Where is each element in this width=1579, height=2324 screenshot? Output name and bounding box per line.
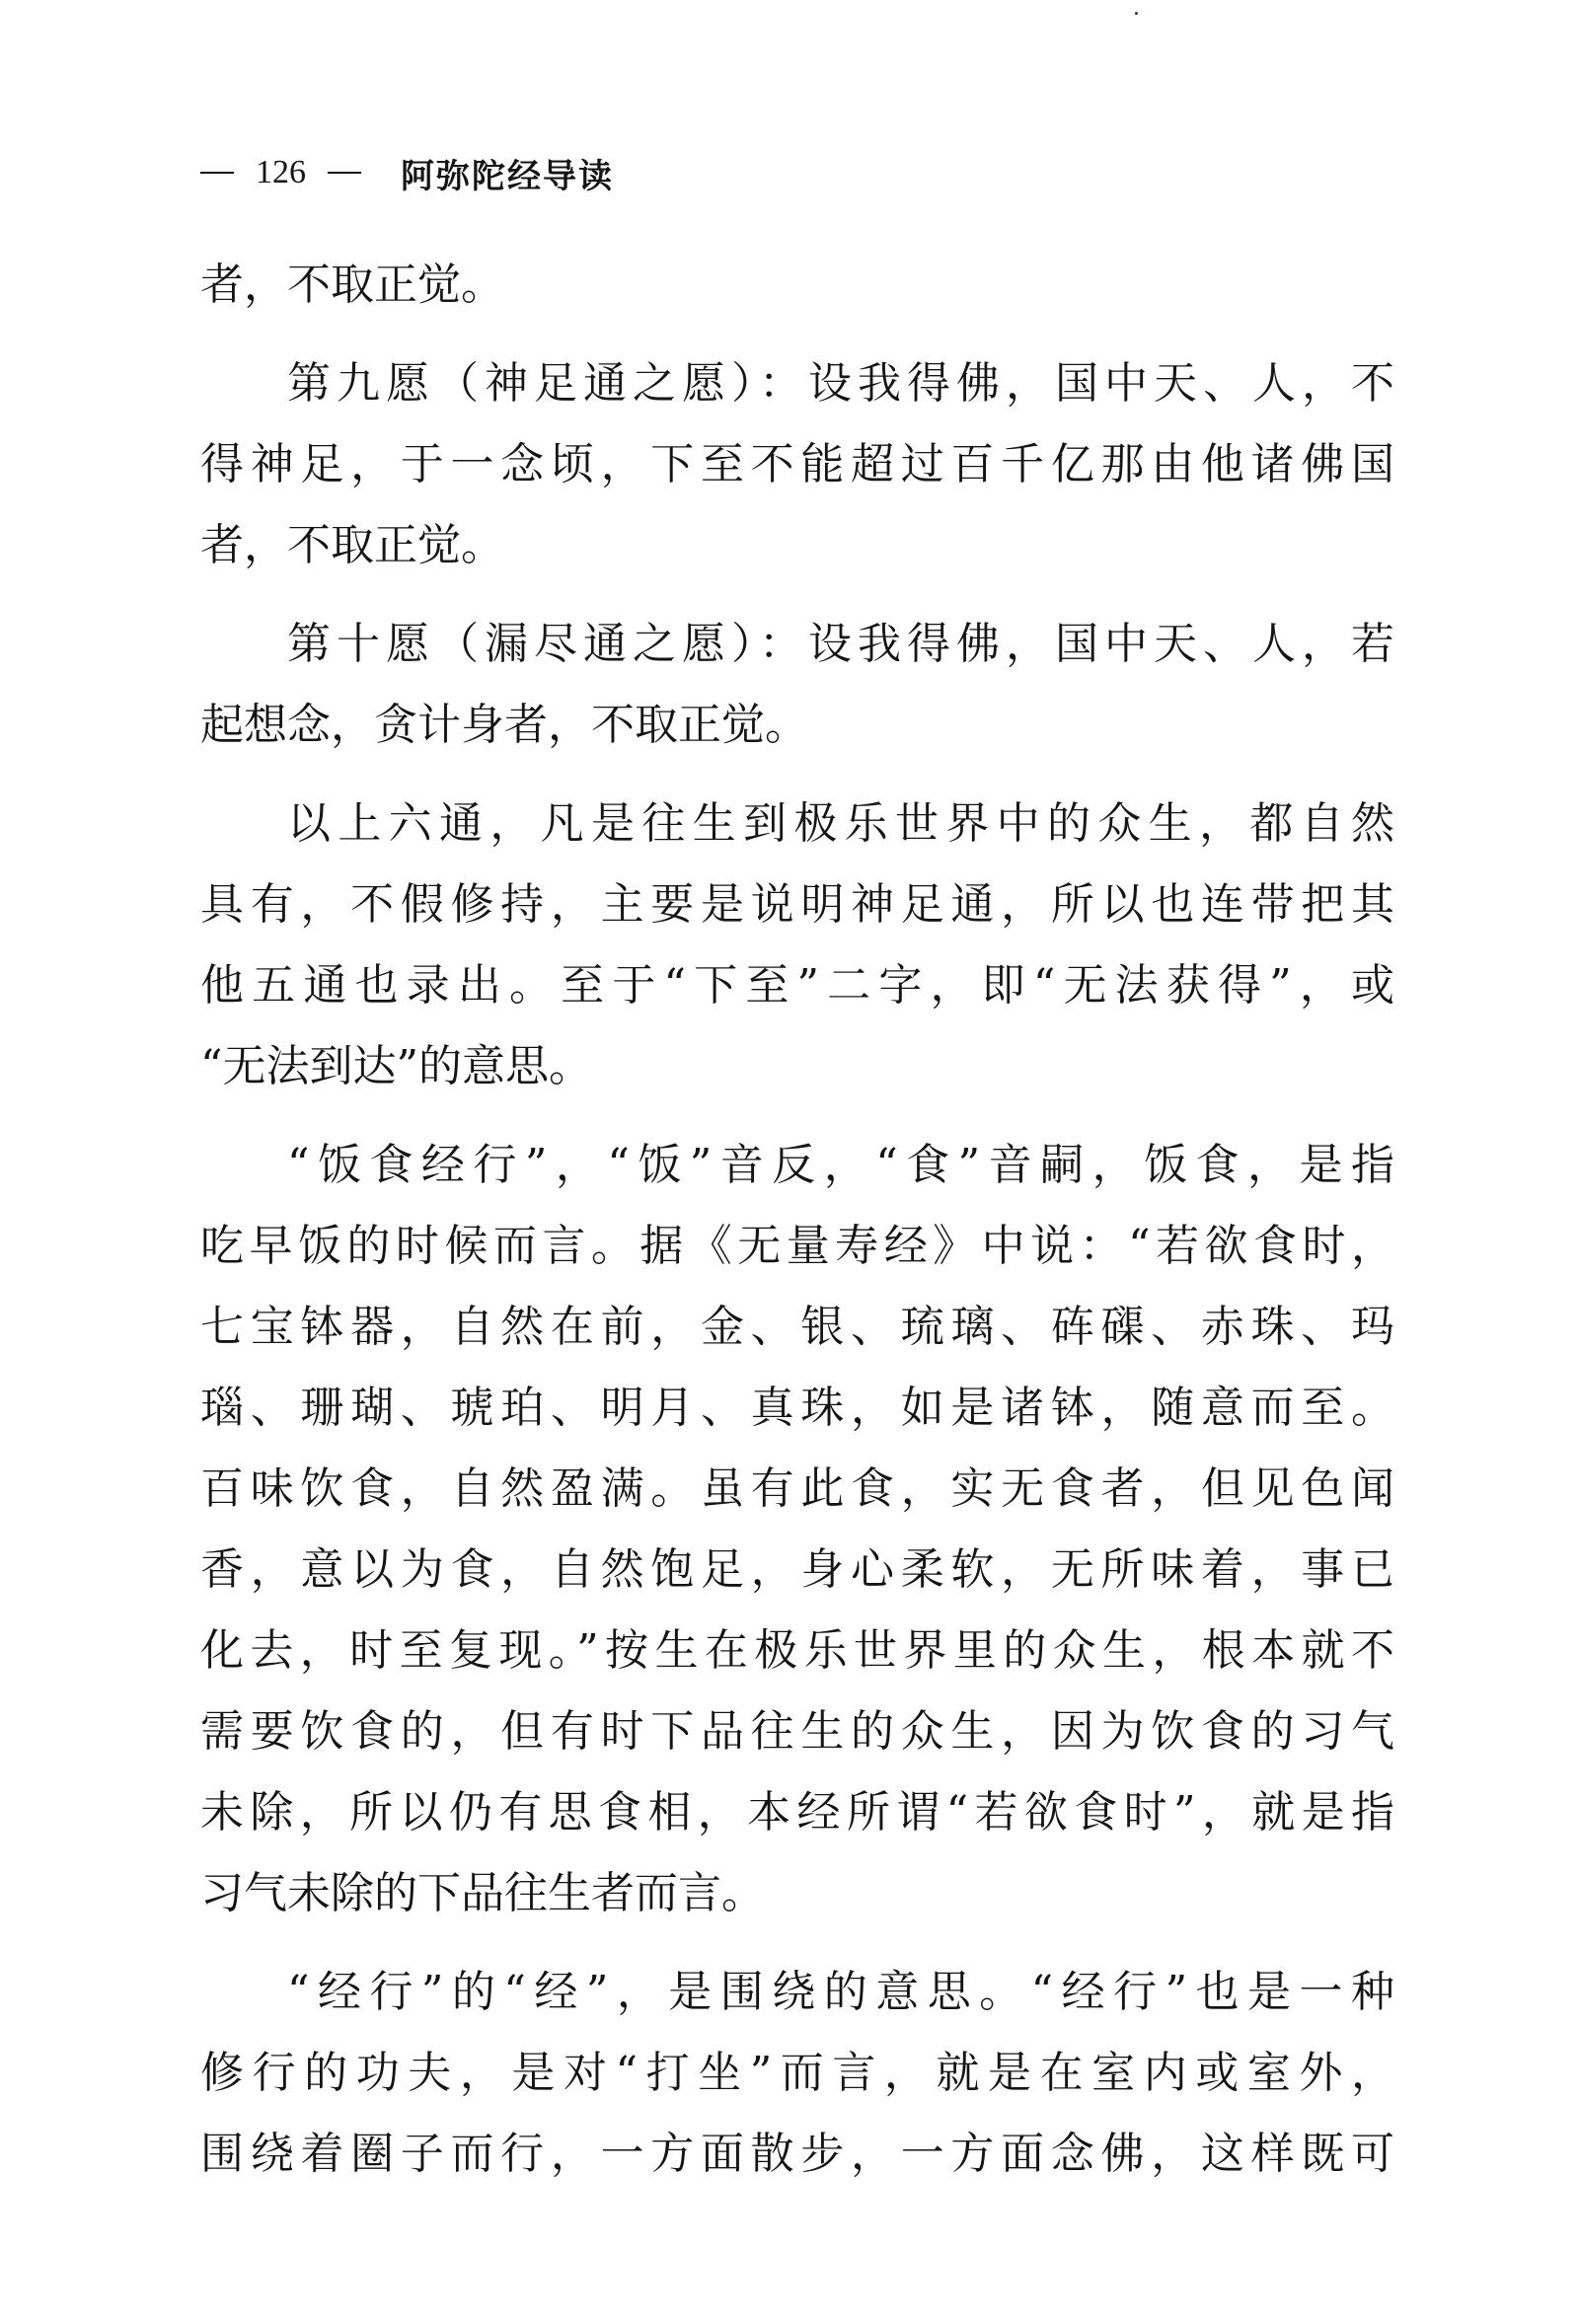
text-line: “饭食经行”，“饭”音反，“食”音嗣，饭食，是指 <box>287 1140 1394 1190</box>
text-line: 第九愿（神足通之愿）：设我得佛，国中天、人，不 <box>287 358 1394 409</box>
text-line: 者，不取正觉。 <box>200 260 504 310</box>
page-number: 126 <box>256 154 306 190</box>
header-dash-right <box>328 172 361 174</box>
text-line: 围绕着圈子而行，一方面散步，一方面念佛，这样既可 <box>200 2129 1394 2179</box>
book-title: 阿弥陀经导读 <box>401 156 614 196</box>
text-line: 习气未除的下品往生者而言。 <box>200 1868 765 1918</box>
text-line: 吃早饭的时候而言。据《无量寿经》中说：“若欲食时， <box>200 1221 1394 1271</box>
text-line: 瑙、珊瑚、琥珀、明月、真珠，如是诸钵，随意而至。 <box>200 1383 1394 1433</box>
text-line: 需要饮食的，但有时下品往生的众生，因为饮食的习气 <box>200 1706 1394 1757</box>
text-line: 者，不取正觉。 <box>200 520 504 570</box>
header-dash-left <box>200 172 234 174</box>
text-line: 以上六通，凡是往生到极乐世界中的众生，都自然 <box>287 798 1394 849</box>
scan-speck <box>1135 12 1138 15</box>
text-line: 未除，所以仍有思食相，本经所谓“若欲食时”，就是指 <box>200 1787 1394 1837</box>
text-line: 得神足，于一念顷，下至不能超过百千亿那由他诸佛国 <box>200 439 1394 489</box>
text-line: “经行”的“经”，是围绕的意思。“经行”也是一种 <box>287 1967 1394 2017</box>
text-line: 七宝钵器，自然在前，金、银、琉璃、砗磲、赤珠、玛 <box>200 1302 1394 1352</box>
text-line: 化去，时至复现。”按生在极乐世界里的众生，根本就不 <box>200 1625 1394 1676</box>
text-line: 百味饮食，自然盈满。虽有此食，实无食者，但见色闻 <box>200 1463 1394 1514</box>
text-line: 香，意以为食，自然饱足，身心柔软，无所味着，事已 <box>200 1544 1394 1595</box>
text-line: 修行的功夫，是对“打坐”而言，就是在室内或室外， <box>200 2048 1394 2098</box>
body-text <box>200 245 1394 2195</box>
text-line: 具有，不假修持，主要是说明神足通，所以也连带把其 <box>200 879 1394 930</box>
text-line: 起想念，贪计身者，不取正觉。 <box>200 700 808 750</box>
running-header <box>200 146 614 199</box>
text-line: “无法到达”的意思。 <box>200 1041 592 1091</box>
text-line: 第十愿（漏尽通之愿）：设我得佛，国中天、人，若 <box>287 619 1394 669</box>
text-line: 他五通也录出。至于“下至”二字，即“无法获得”，或 <box>200 960 1394 1011</box>
